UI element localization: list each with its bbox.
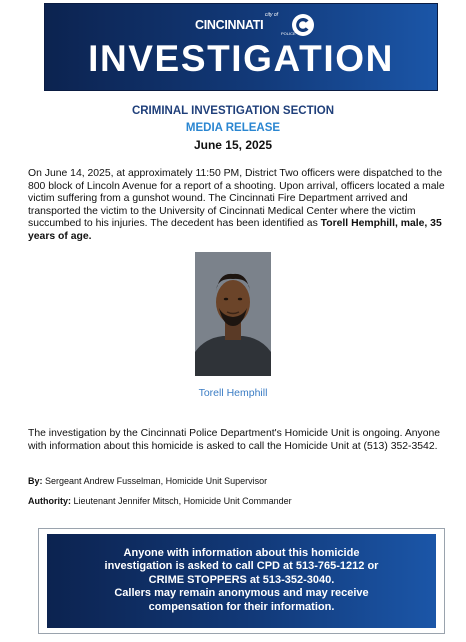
tip-line-4: Callers may remain anonymous and may receive <box>114 587 369 600</box>
tip-line-1: Anyone with information about this homicide <box>123 547 360 559</box>
contact-paragraph: The investigation by the Cincinnati Police Department's Homicide Unit is ongoing. Anyone with information about this homicide is asked to call the Homicide Unit at (513) 352-3542. <box>28 428 441 452</box>
logo-city-of: city of <box>265 12 279 18</box>
tip-line-5: compensation for their information. <box>148 600 335 613</box>
victim-photo <box>195 252 271 376</box>
incident-paragraph <box>28 168 446 244</box>
banner-title: INVESTIGATION <box>88 38 394 79</box>
tip-line-2: investigation is asked to call CPD at 513-765-1212 or <box>104 560 379 573</box>
tip-line-3: CRIME STOPPERS at 513-352-3040. <box>148 573 335 586</box>
logo-city-name: CINCINNATI <box>195 18 264 32</box>
tip-line-text <box>47 547 436 614</box>
tip-line-frame <box>38 528 445 634</box>
incident-text: On June 14, 2025, at approximately 11:50 PM, District Two officers were dispatched to the 800 block of Lincoln Avenue for a report of a shooting. Upon arrival, officers located a male victim suffering from a gunshot wound. The Cincinnati Fire Department arrived and transported the victim to the University of Cincinnati Medical Center where the victim succumbed to his injuries. The decedent has been identified as <box>28 168 445 230</box>
by-line <box>28 476 267 487</box>
cincinnati-police-logo <box>195 12 325 38</box>
authority-line <box>28 496 292 507</box>
section-heading: CRIMINAL INVESTIGATION SECTION <box>131 105 335 117</box>
by-label: By: <box>28 476 43 486</box>
tip-line-box <box>47 534 436 628</box>
authority-value: Lieutenant Jennifer Mitsch, Homicide Unit Commander <box>73 496 292 506</box>
release-date: June 15, 2025 <box>193 138 273 152</box>
media-release-heading: MEDIA RELEASE <box>185 122 281 134</box>
by-value: Sergeant Andrew Fusselman, Homicide Unit Supervisor <box>45 476 268 486</box>
c-logo-icon <box>291 13 315 37</box>
logo-police: POLICE <box>281 31 296 36</box>
authority-label: Authority: <box>28 496 71 506</box>
photo-caption: Torell Hemphill <box>198 387 268 399</box>
header-banner <box>45 4 437 90</box>
victim-portrait-image <box>195 252 271 376</box>
victim-identity: Torell Hemphill, male, 35 years of age. <box>28 218 442 242</box>
